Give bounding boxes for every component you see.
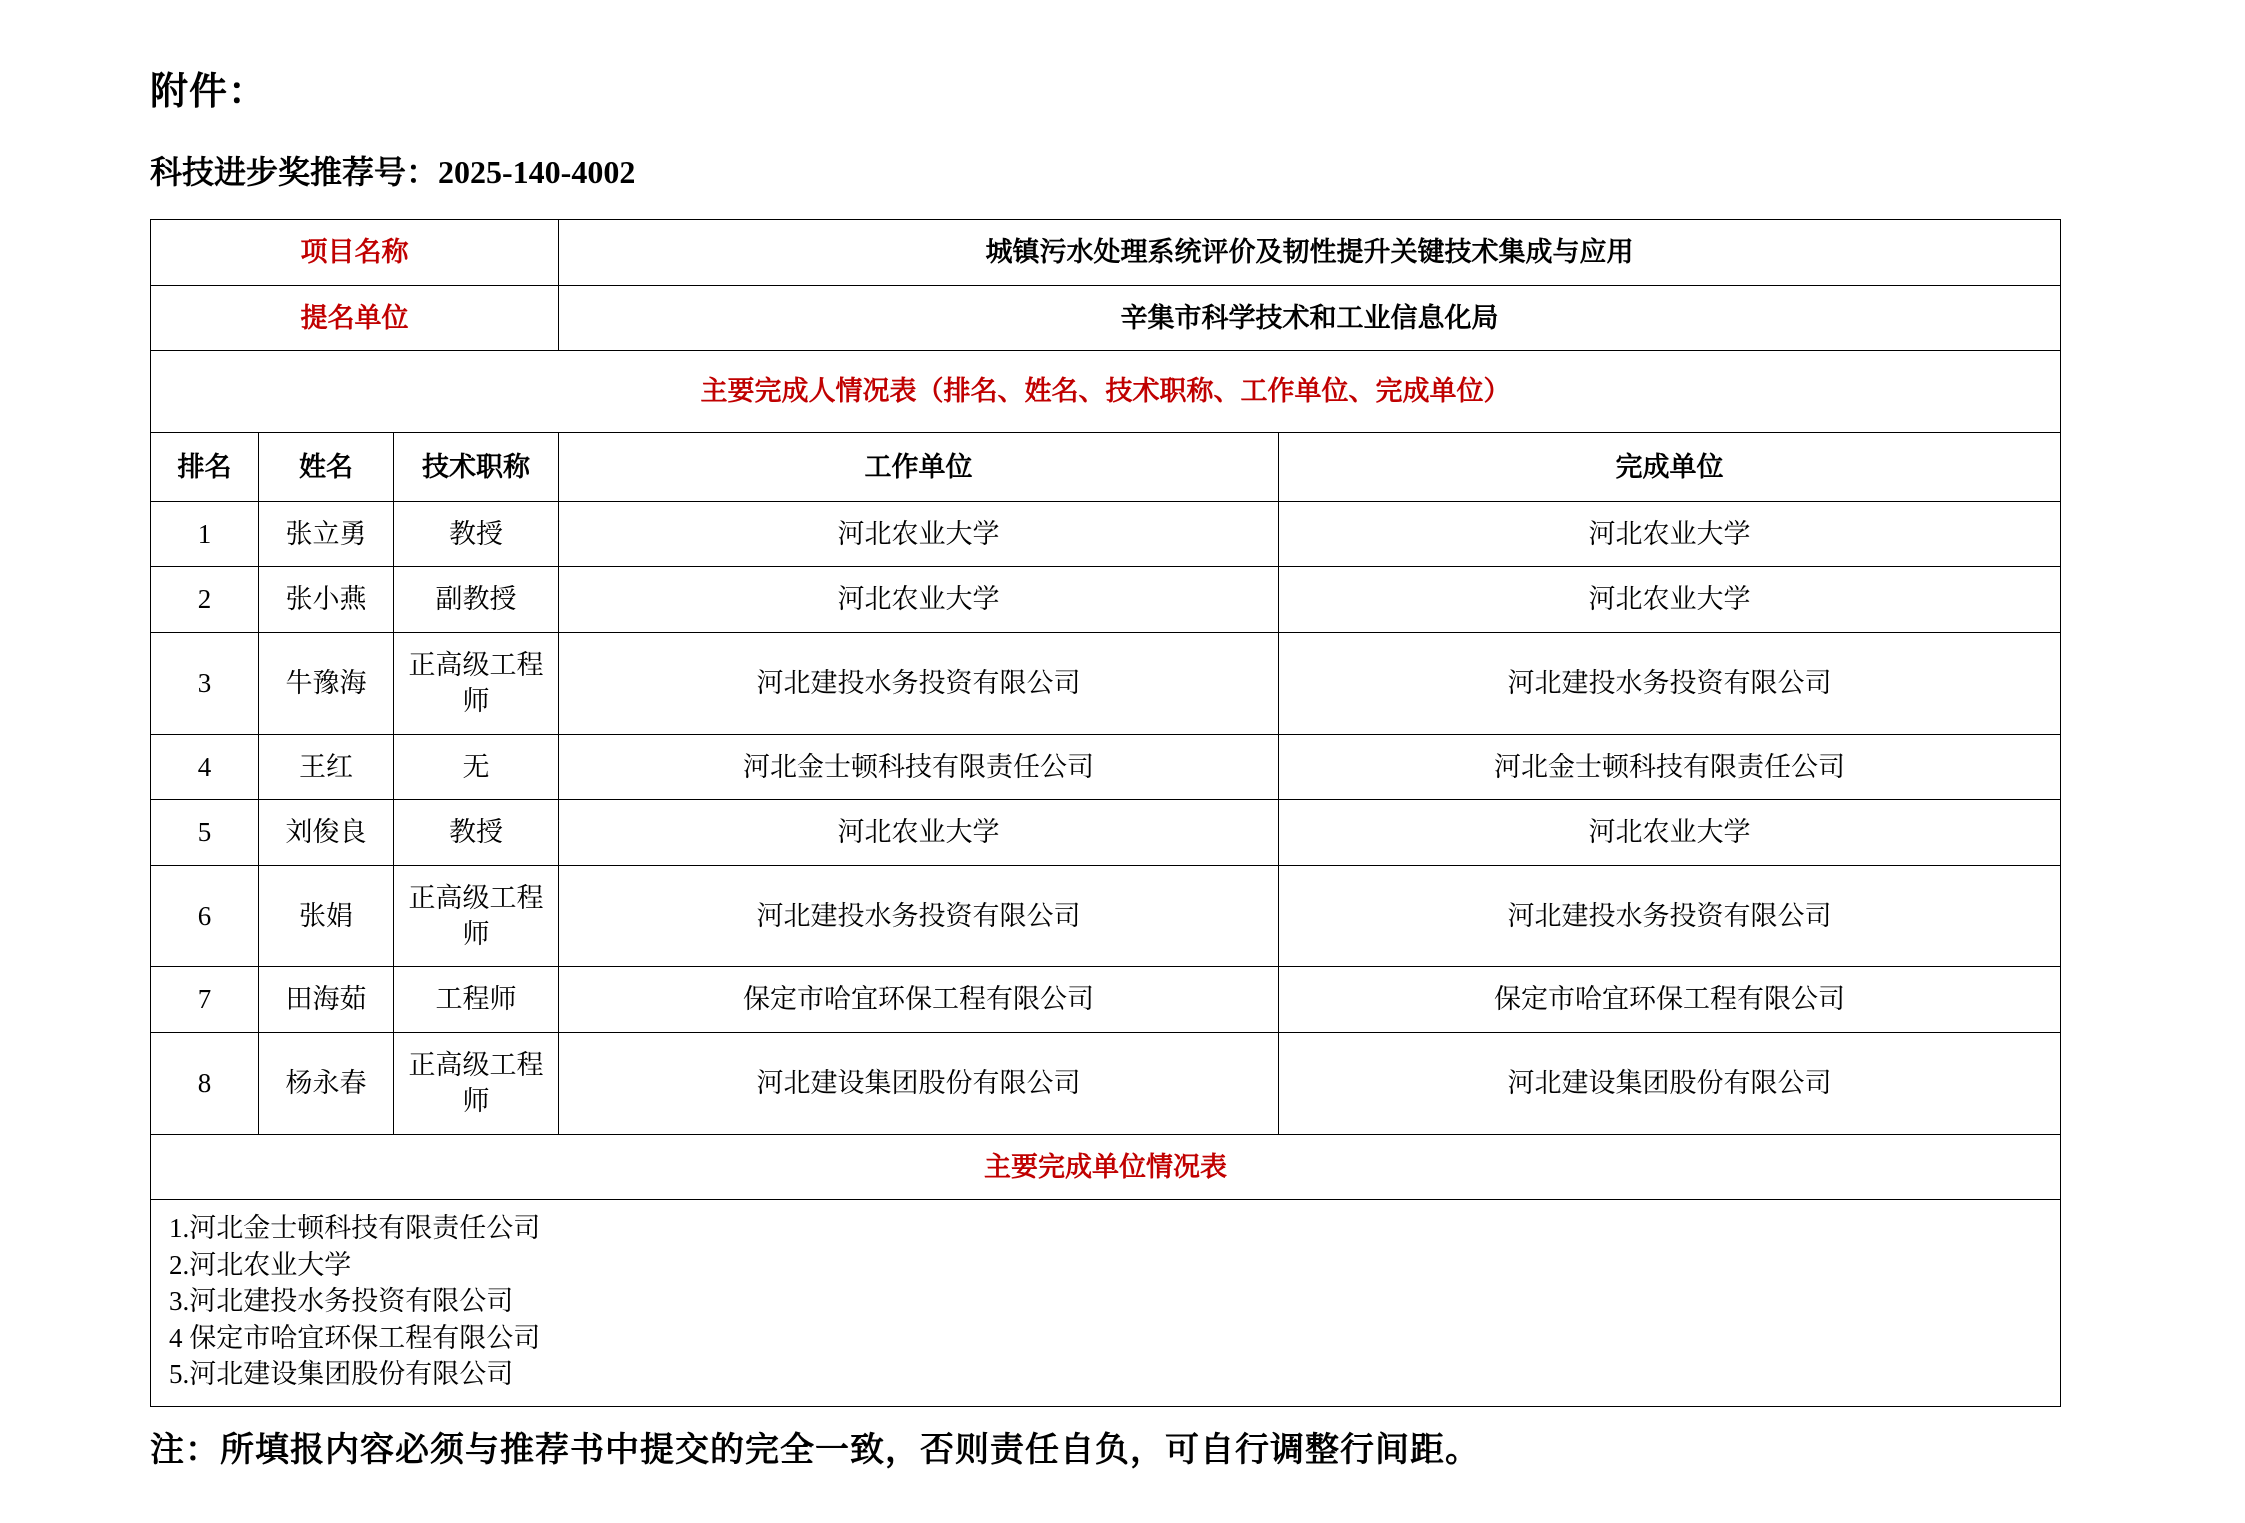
table-row bbox=[151, 501, 2061, 566]
table-row-units-list bbox=[151, 1200, 2061, 1407]
units-list bbox=[151, 1200, 2061, 1407]
recommendation-number-line bbox=[150, 152, 2095, 194]
person-work-unit: 保定市哈宜环保工程有限公司 bbox=[559, 967, 1279, 1032]
table-row bbox=[151, 967, 2061, 1032]
person-work-unit: 河北建设集团股份有限公司 bbox=[559, 1032, 1279, 1134]
person-name: 田海茹 bbox=[259, 967, 394, 1032]
list-item: 1.河北金士顿科技有限责任公司 bbox=[169, 1213, 541, 1244]
person-rank: 6 bbox=[151, 865, 259, 967]
person-done-unit: 河北建投水务投资有限公司 bbox=[1279, 632, 2061, 734]
person-done-unit: 河北建投水务投资有限公司 bbox=[1279, 865, 2061, 967]
person-done-unit: 河北金士顿科技有限责任公司 bbox=[1279, 734, 2061, 799]
footer-note: 注：所填报内容必须与推荐书中提交的完全一致，否则责任自负，可自行调整行间距。 bbox=[150, 1432, 1480, 1470]
table-row bbox=[151, 800, 2061, 865]
person-name: 王红 bbox=[259, 734, 394, 799]
col-header-title: 技术职称 bbox=[394, 432, 559, 501]
table-row-persons-header bbox=[151, 432, 2061, 501]
person-name: 张娟 bbox=[259, 865, 394, 967]
person-work-unit: 河北农业大学 bbox=[559, 501, 1279, 566]
col-header-name: 姓名 bbox=[259, 432, 394, 501]
person-name: 牛豫海 bbox=[259, 632, 394, 734]
person-rank: 7 bbox=[151, 967, 259, 1032]
recommendation-number-value: 2025-140-4002 bbox=[438, 153, 636, 190]
person-rank: 8 bbox=[151, 1032, 259, 1134]
list-item: 2.河北农业大学 bbox=[169, 1249, 352, 1280]
attachment-label: 附件： bbox=[150, 71, 268, 113]
col-header-done-unit: 完成单位 bbox=[1279, 432, 2061, 501]
project-name-value: 城镇污水处理系统评价及韧性提升关键技术集成与应用 bbox=[559, 220, 2061, 285]
list-item: 5.河北建设集团股份有限公司 bbox=[169, 1358, 514, 1389]
person-rank: 4 bbox=[151, 734, 259, 799]
table-row-persons-section-title bbox=[151, 351, 2061, 432]
person-title: 正高级工程师 bbox=[394, 1032, 559, 1134]
person-work-unit: 河北建投水务投资有限公司 bbox=[559, 865, 1279, 967]
recommendation-number-label: 科技进步奖推荐号： bbox=[150, 153, 439, 190]
col-header-work-unit: 工作单位 bbox=[559, 432, 1279, 501]
person-title: 教授 bbox=[394, 501, 559, 566]
person-work-unit: 河北建投水务投资有限公司 bbox=[559, 632, 1279, 734]
table-row bbox=[151, 865, 2061, 967]
person-name: 刘俊良 bbox=[259, 800, 394, 865]
nominating-unit-value: 辛集市科学技术和工业信息化局 bbox=[559, 285, 2061, 350]
col-header-rank: 排名 bbox=[151, 432, 259, 501]
list-item: 4 保定市哈宜环保工程有限公司 bbox=[169, 1322, 541, 1353]
person-done-unit: 河北建设集团股份有限公司 bbox=[1279, 1032, 2061, 1134]
list-item: 3.河北建投水务投资有限公司 bbox=[169, 1286, 514, 1317]
person-name: 张小燕 bbox=[259, 567, 394, 632]
table-row-project-name bbox=[151, 220, 2061, 285]
person-rank: 5 bbox=[151, 800, 259, 865]
person-work-unit: 河北金士顿科技有限责任公司 bbox=[559, 734, 1279, 799]
person-rank: 1 bbox=[151, 501, 259, 566]
person-title: 正高级工程师 bbox=[394, 632, 559, 734]
person-title: 教授 bbox=[394, 800, 559, 865]
person-done-unit: 保定市哈宜环保工程有限公司 bbox=[1279, 967, 2061, 1032]
person-title: 副教授 bbox=[394, 567, 559, 632]
person-work-unit: 河北农业大学 bbox=[559, 567, 1279, 632]
person-rank: 3 bbox=[151, 632, 259, 734]
table-row bbox=[151, 567, 2061, 632]
persons-section-title: 主要完成人情况表（排名、姓名、技术职称、工作单位、完成单位） bbox=[151, 351, 2061, 432]
table-row-nominating-unit bbox=[151, 285, 2061, 350]
table-row-units-section-title bbox=[151, 1134, 2061, 1199]
project-name-label: 项目名称 bbox=[151, 220, 559, 285]
project-info-table bbox=[150, 219, 2061, 1407]
person-title: 无 bbox=[394, 734, 559, 799]
person-title: 工程师 bbox=[394, 967, 559, 1032]
person-name: 杨永春 bbox=[259, 1032, 394, 1134]
person-work-unit: 河北农业大学 bbox=[559, 800, 1279, 865]
person-done-unit: 河北农业大学 bbox=[1279, 501, 2061, 566]
person-rank: 2 bbox=[151, 567, 259, 632]
nominating-unit-label: 提名单位 bbox=[151, 285, 559, 350]
person-done-unit: 河北农业大学 bbox=[1279, 800, 2061, 865]
units-section-title: 主要完成单位情况表 bbox=[151, 1134, 2061, 1199]
person-name: 张立勇 bbox=[259, 501, 394, 566]
table-row bbox=[151, 734, 2061, 799]
person-done-unit: 河北农业大学 bbox=[1279, 567, 2061, 632]
table-row bbox=[151, 1032, 2061, 1134]
person-title: 正高级工程师 bbox=[394, 865, 559, 967]
table-row bbox=[151, 632, 2061, 734]
